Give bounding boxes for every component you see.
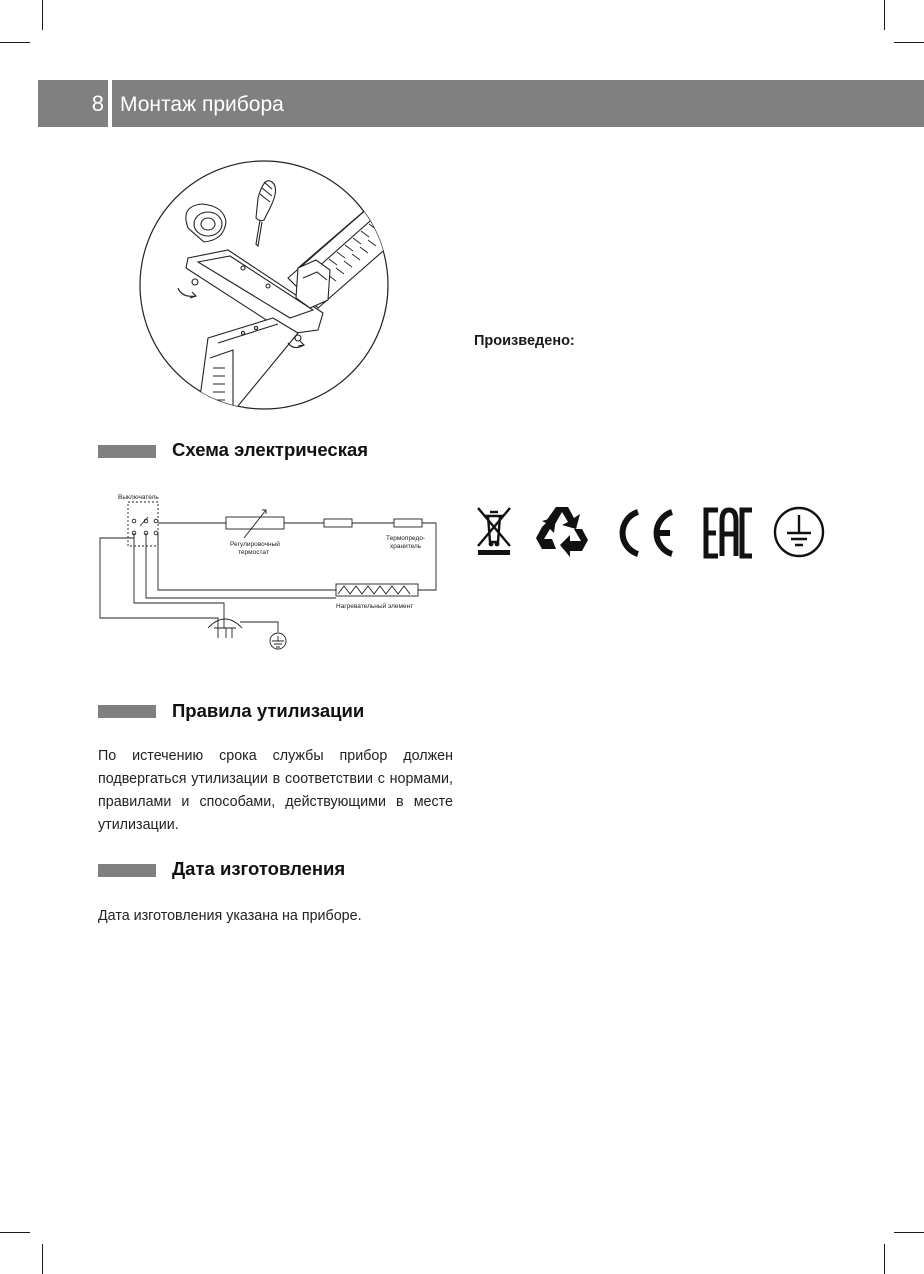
crop-mark <box>42 0 43 30</box>
heater-label: Нагревательный элемент <box>336 603 414 610</box>
recycle-icon <box>534 505 590 557</box>
disposal-section-title: Правила утилизации <box>172 700 365 721</box>
manufacturer-label: Произведено: <box>474 333 575 349</box>
crop-mark <box>0 42 30 43</box>
crop-mark <box>0 1232 30 1233</box>
page-header <box>38 80 924 127</box>
section-marker <box>98 445 156 458</box>
crop-mark <box>894 42 924 43</box>
section-marker <box>98 705 156 718</box>
fuse-label-1: Термопредо- <box>386 535 426 542</box>
crop-mark <box>42 1244 43 1274</box>
thermostat-label-2: термостат <box>238 549 269 556</box>
section-marker <box>98 864 156 877</box>
fuse-label-2: хранитель <box>390 543 422 550</box>
disposal-text: По истечению срока службы прибор должен подвергаться утилизации в соответствии с нормами, правилами и способами, действующими в месте утилизации. <box>98 748 453 833</box>
page-title: Монтаж прибора <box>120 93 284 116</box>
crop-mark <box>894 1232 924 1233</box>
weee-icon <box>474 504 514 558</box>
ce-mark <box>606 507 680 559</box>
crop-mark <box>884 0 885 30</box>
date-section-title: Дата изготовления <box>172 858 346 879</box>
mounting-illustration <box>138 158 390 412</box>
eac-mark <box>702 507 756 559</box>
scheme-section-title: Схема электрическая <box>172 439 369 460</box>
wiring-diagram <box>94 488 444 658</box>
header-separator <box>108 80 112 127</box>
crop-mark <box>884 1244 885 1274</box>
date-text: Дата изготовления указана на приборе. <box>98 908 362 924</box>
thermostat-label-1: Регулировочный <box>230 541 280 548</box>
ground-icon <box>772 505 826 559</box>
switch-label: Выключатель <box>118 494 159 501</box>
page-number: 8 <box>91 91 104 116</box>
